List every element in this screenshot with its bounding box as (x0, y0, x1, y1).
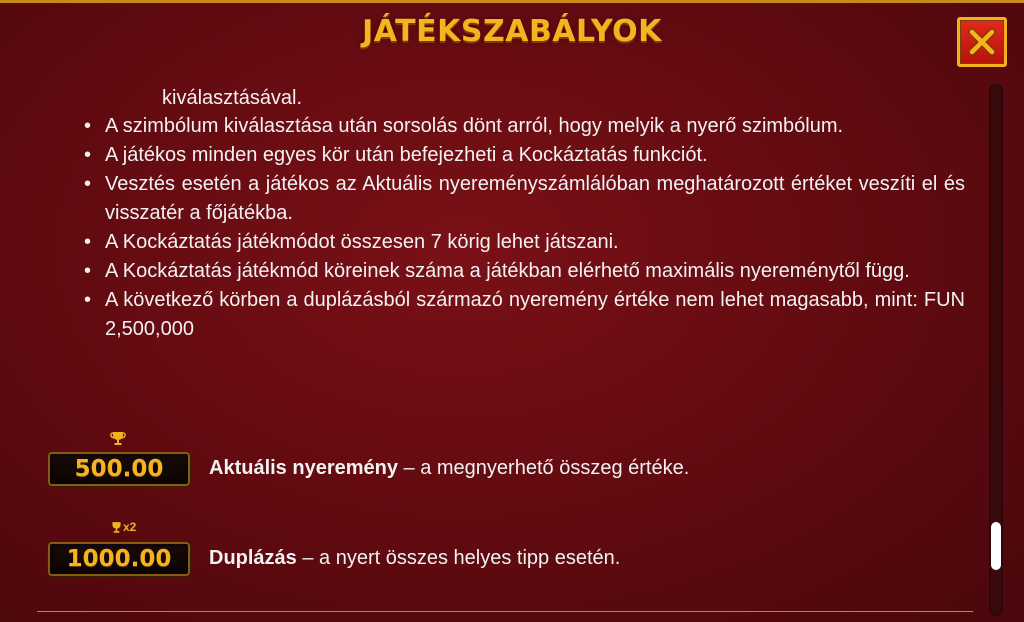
rule-item: • Vesztés esetén a játékos az Aktuális nyereményszámlálóban meghatározott értéket veszíti el és visszatér a főjátékba. (84, 170, 965, 228)
current-win-desc: – a megnyerhető összeg értéke. (397, 457, 690, 479)
close-button[interactable] (957, 17, 1007, 67)
double-description (209, 543, 620, 573)
legend-double (48, 520, 948, 580)
rule-item: • A szimbólum kiválasztása után sorsolás dönt arról, hogy melyik a nyerő szimbólum. (84, 112, 965, 141)
double-trophy-icon (110, 520, 136, 534)
page-title: JÁTÉKSZABÁLYOK (362, 14, 662, 49)
double-multiplier-label: x2 (123, 520, 137, 534)
rule-item: • A következő körben a duplázásból származó nyeremény értéke nem lehet magasabb, mint: FUN 2,500,000 (84, 286, 965, 344)
scrollbar-track[interactable] (989, 84, 1003, 616)
rules-list (84, 112, 965, 344)
trophy-icon (110, 430, 126, 449)
legend-current-win (48, 430, 948, 490)
rules-content (84, 84, 965, 344)
bottom-divider (37, 611, 973, 612)
double-desc: – a nyert összes helyes tipp esetén. (296, 547, 621, 569)
current-win-description (209, 453, 689, 483)
scrollbar-thumb[interactable] (991, 522, 1001, 570)
current-win-term: Aktuális nyeremény (209, 457, 398, 479)
rule-item: • A Kockáztatás játékmód köreinek száma a játékban elérhető maximális nyereménytől függ. (84, 257, 965, 286)
rule-item: • A Kockáztatás játékmódot összesen 7 körig lehet játszani. (84, 228, 965, 257)
rule-item: • A játékos minden egyes kör után befejezheti a Kockáztatás funkciót. (84, 141, 965, 170)
double-term: Duplázás (209, 547, 297, 569)
top-border (0, 0, 1024, 3)
current-win-value: 500.00 (48, 452, 190, 486)
double-value: 1000.00 (48, 542, 190, 576)
close-x-icon (967, 27, 997, 57)
rule-continuation: kiválasztásával. (162, 87, 303, 109)
